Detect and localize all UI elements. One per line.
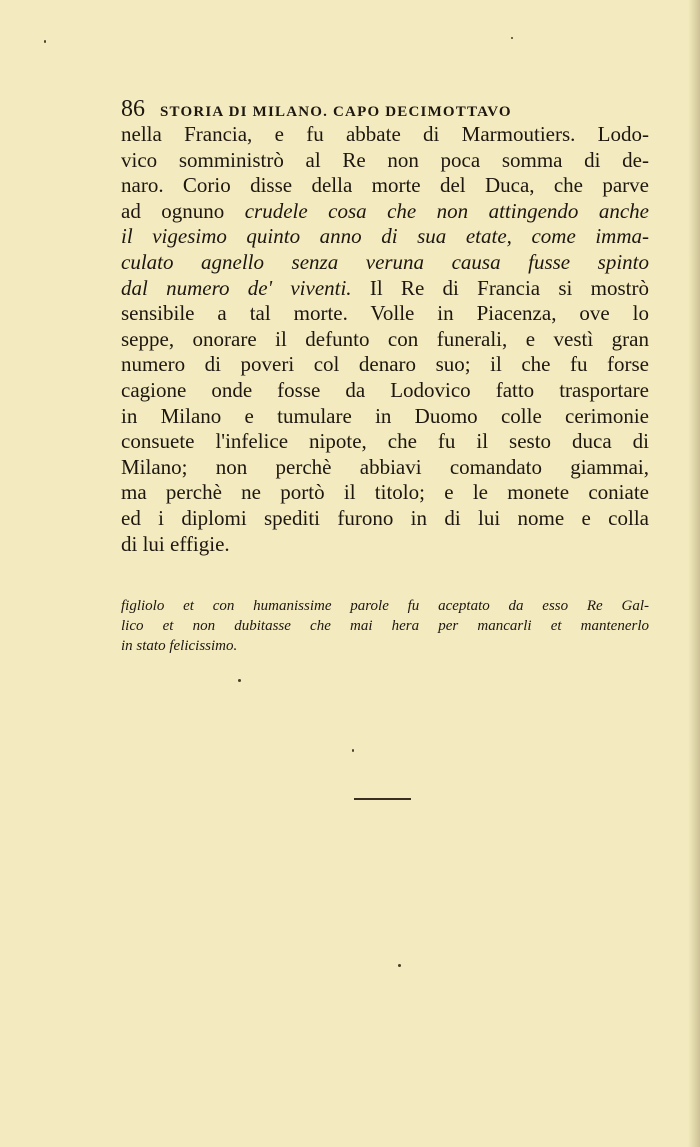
footnote — [121, 596, 649, 656]
footnote-line: figliolo et con humanissime parole fu aceptato da esso Re Gal- — [121, 598, 649, 614]
italic-quote-segment: dal numero de' viventi. — [121, 275, 352, 300]
text-line — [121, 455, 649, 481]
running-title: STORIA DI MILANO. CAPO DECIMOTTAVO — [160, 104, 512, 120]
text-line — [121, 404, 649, 430]
italic-quote-segment: crudele cosa che non attingendo anche — [244, 198, 649, 223]
text-segment: ad ognuno — [121, 198, 245, 223]
text-segment: seppe, onorare il defunto con funerali, e vestì gran — [121, 326, 649, 351]
text-line — [121, 506, 649, 532]
text-line — [121, 429, 649, 455]
text-line — [121, 327, 649, 353]
text-line — [121, 148, 649, 174]
text-line — [121, 250, 649, 276]
footnote-line: lico et non dubitasse che mai hera per mancarli et mantenerlo — [121, 618, 649, 634]
speck — [352, 749, 354, 752]
speck — [44, 40, 46, 43]
page-number: 86 — [121, 96, 145, 122]
text-segment: naro. Corio disse della morte del Duca, che parve — [121, 173, 649, 198]
running-head — [121, 96, 649, 122]
italic-quote-segment: culato agnello senza veruna causa fusse spinto — [121, 249, 649, 274]
page-edge-shadow — [688, 0, 700, 1147]
speck — [398, 964, 401, 967]
text-line — [121, 122, 649, 148]
text-segment: vico somministrò al Re non poca somma di de- — [121, 147, 649, 172]
footnote-line: in stato felicissimo. — [121, 638, 238, 654]
text-segment: sensibile a tal morte. Volle in Piacenza, ove lo — [121, 301, 649, 326]
text-segment: consuete l'infelice nipote, che fu il sesto duca di — [121, 429, 649, 454]
text-line — [121, 224, 649, 250]
text-line — [121, 301, 649, 327]
speck — [238, 679, 241, 682]
body-text — [121, 122, 649, 557]
text-segment: cagione onde fosse da Lodovico fatto trasportare — [121, 377, 649, 402]
italic-quote-segment: il vigesimo quinto anno di sua etate, come imma- — [121, 224, 649, 249]
text-line — [121, 173, 649, 199]
text-line — [121, 480, 649, 506]
text-line — [121, 378, 649, 404]
text-segment: Il Re di Francia si mostrò — [351, 275, 649, 300]
text-segment: ma perchè ne portò il titolo; e le monete coniate — [121, 480, 649, 505]
text-line — [121, 352, 649, 378]
text-line — [121, 276, 649, 302]
text-segment: numero di poveri col denaro suo; il che fu forse — [121, 352, 649, 377]
text-segment: ed i diplomi spediti furono in di lui nome e colla — [121, 505, 649, 530]
text-segment: in Milano e tumulare in Duomo colle cerimonie — [121, 403, 649, 428]
text-segment: di lui effigie. — [121, 531, 230, 556]
text-line — [121, 199, 649, 225]
end-rule — [354, 798, 411, 800]
text-segment: nella Francia, e fu abbate di Marmoutiers. Lodo- — [121, 122, 649, 146]
text-line — [121, 532, 649, 558]
text-segment: Milano; non perchè abbiavi comandato giammai, — [121, 454, 649, 479]
speck — [511, 37, 513, 39]
